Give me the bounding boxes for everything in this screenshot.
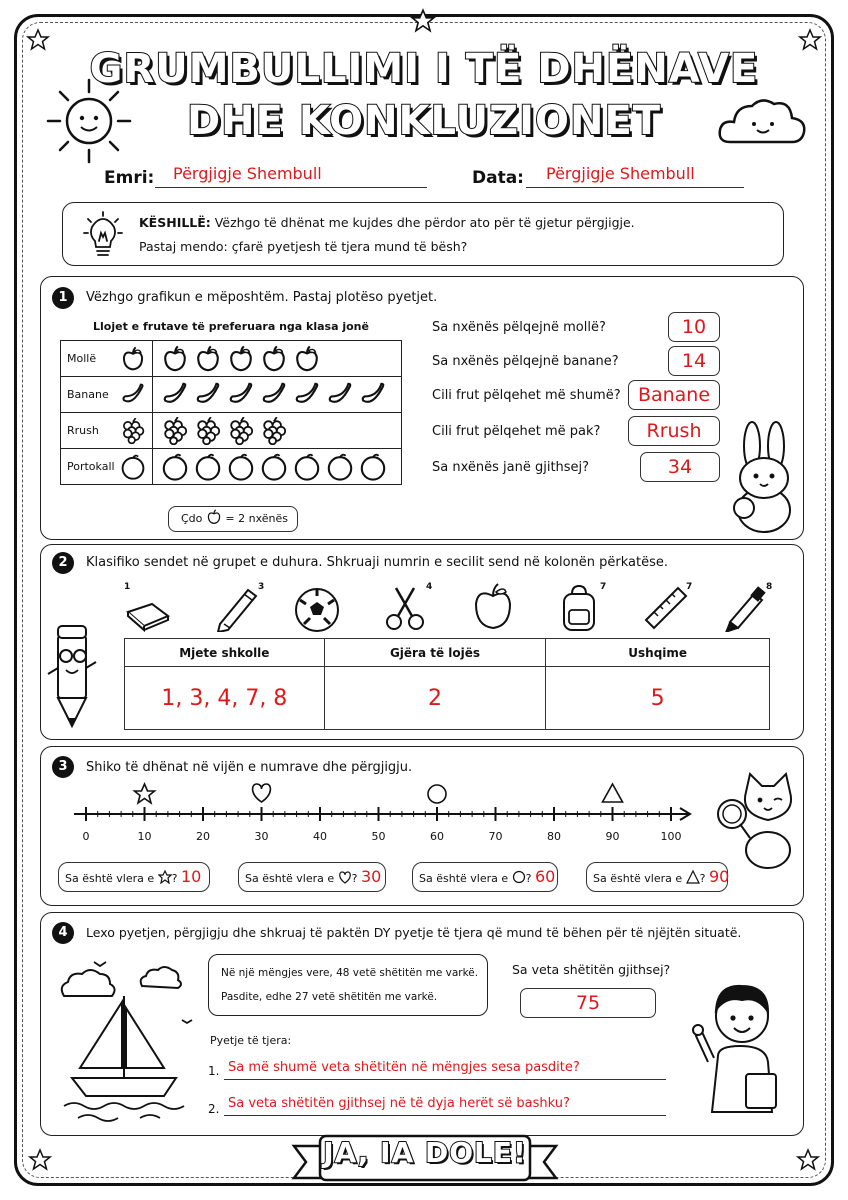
- sailboat-icon: [54, 956, 204, 1126]
- triangle-icon: [686, 870, 700, 884]
- item-number: 7: [600, 582, 607, 592]
- chart-title: Llojet e frutave të preferuara nga klasa jonë: [93, 320, 369, 333]
- number-line-question[interactable]: Sa është vlera e ? 10: [58, 862, 210, 892]
- section-number: 1: [52, 287, 74, 309]
- orange-icon: [326, 453, 354, 481]
- tick-label: 20: [196, 830, 210, 843]
- answer-value: 34: [667, 456, 693, 478]
- col-header-food: Ushqime: [546, 639, 770, 667]
- grapes-icon: [120, 418, 146, 444]
- question-text: Sa nxënës pëlqejnë banane?: [432, 354, 619, 369]
- other-q1-number: 1.: [208, 1064, 220, 1078]
- star-icon: [158, 870, 172, 884]
- orange-icon: [194, 453, 222, 481]
- grapes-icon: [260, 417, 288, 445]
- sort-item: [720, 582, 774, 636]
- star-icon: [796, 1148, 820, 1172]
- answer-value: 30: [360, 867, 382, 886]
- orange-icon: [227, 453, 255, 481]
- tick-label: 60: [430, 830, 444, 843]
- sort-item: [380, 582, 434, 636]
- tick-label: 100: [660, 830, 682, 843]
- section-number: 2: [52, 552, 74, 574]
- pictograph-row: [61, 413, 402, 449]
- answer-box[interactable]: [640, 452, 720, 482]
- star-icon: [410, 8, 436, 34]
- section-number: 3: [52, 756, 74, 778]
- answer-box[interactable]: [628, 380, 720, 410]
- banana-icon: [194, 381, 222, 409]
- col-header-play: Gjëra të lojës: [324, 639, 546, 667]
- banana-icon: [161, 381, 189, 409]
- row-label: Portokall: [67, 460, 115, 473]
- apple-icon: [120, 346, 146, 372]
- pencil-icon: [212, 582, 265, 632]
- row-label: Mollë: [67, 352, 97, 365]
- answer-box[interactable]: [668, 346, 720, 376]
- main-answer-box[interactable]: [520, 988, 656, 1018]
- question-text: Cili frut pëlqehet më pak?: [432, 424, 601, 439]
- answer-value: 10: [681, 316, 707, 338]
- question-text: Sa është vlera e: [245, 872, 335, 885]
- sort-item: [554, 582, 608, 636]
- section-2-instruction: Klasifiko sendet në grupet e duhura. Shkruaji numrin e secilit send në kolonën përkatëse.: [86, 555, 669, 570]
- sort-item: [212, 582, 266, 636]
- pictograph-key: [168, 506, 298, 532]
- apple-icon: [161, 345, 189, 373]
- page-title: GRUMBULLIMI I TË DHËNAVE: [89, 46, 759, 92]
- tick-label: 70: [488, 830, 503, 843]
- tick-label: 90: [605, 830, 620, 843]
- circle-icon: [428, 785, 446, 803]
- section-3-instruction: Shiko të dhënat në vijën e numrave dhe përgjigju.: [86, 760, 413, 775]
- circle-icon: [512, 870, 526, 884]
- pictograph-row: [61, 377, 402, 413]
- row-label: Banane: [67, 388, 109, 401]
- banana-icon: [359, 381, 387, 409]
- sort-item: [292, 582, 346, 636]
- key-suffix: = 2 nxënës: [225, 512, 288, 525]
- apple-icon: [293, 345, 321, 373]
- date-field[interactable]: [526, 162, 744, 188]
- backpack-icon: [554, 582, 607, 632]
- grapes-icon: [194, 417, 222, 445]
- pencil-mascot-icon: [44, 622, 100, 732]
- pictograph-table: [60, 340, 402, 485]
- book-icon: [124, 582, 174, 632]
- apple-icon: [206, 509, 222, 525]
- tick-label: 30: [254, 830, 269, 843]
- tick-label: 80: [547, 830, 561, 843]
- apple-icon: [227, 345, 255, 373]
- other-q2-text: Sa veta shëtitën gjithsej në të dyja herët së bashku?: [228, 1096, 570, 1111]
- question-text: Sa është vlera e: [65, 872, 155, 885]
- col-header-school: Mjete shkolle: [125, 639, 325, 667]
- banana-icon: [260, 381, 288, 409]
- answer-value: 10: [180, 867, 202, 886]
- question-text: Sa nxënës janë gjithsej?: [432, 460, 590, 475]
- sort-item: [640, 582, 694, 636]
- answer-value: Banane: [637, 384, 711, 406]
- item-number: 7: [686, 582, 693, 592]
- other-q1-text: Sa më shumë veta shëtitën në mëngjes sesa pasdite?: [228, 1060, 580, 1075]
- footer-banner: JA, IA DOLE!: [323, 1136, 527, 1169]
- row-label: Rrush: [67, 424, 99, 437]
- section-number: 4: [52, 922, 74, 944]
- sort-item: [468, 582, 522, 636]
- ruler-icon: [640, 582, 693, 632]
- page-title-line2: DHE KONKLUZIONET: [186, 98, 662, 144]
- question-text: Sa nxënës pëlqejnë mollë?: [432, 320, 606, 335]
- main-answer: 75: [575, 992, 601, 1014]
- apple-icon: [260, 345, 288, 373]
- date-label: Data:: [472, 168, 524, 188]
- banana-icon: [326, 381, 354, 409]
- name-label: Emri:: [104, 168, 155, 188]
- star-icon: [28, 1148, 52, 1172]
- star-icon: [135, 784, 155, 803]
- orange-icon: [293, 453, 321, 481]
- answer-play[interactable]: 2: [324, 667, 546, 730]
- question-text: Sa është vlera e: [419, 872, 509, 885]
- tick-label: 40: [313, 830, 327, 843]
- apple-icon: [468, 582, 518, 632]
- tick-label: 50: [371, 830, 386, 843]
- bunny-icon: [722, 420, 806, 536]
- date-value: Përgjigje Shembull: [546, 164, 695, 183]
- lightbulb-icon: [83, 211, 123, 259]
- story-line2: Pasdite, edhe 27 vetë shëtitën me varkë.: [221, 991, 438, 1003]
- item-number: 3: [258, 582, 265, 592]
- other-q2-field[interactable]: [224, 1094, 666, 1116]
- heart-icon: [338, 870, 352, 884]
- number-line-question[interactable]: Sa është vlera e ? 60: [412, 862, 558, 892]
- story-box: [208, 954, 488, 1016]
- key-prefix: Çdo: [181, 512, 203, 525]
- name-field[interactable]: [155, 162, 427, 188]
- other-questions-label: Pyetje të tjera:: [210, 1034, 292, 1047]
- orange-icon: [359, 453, 387, 481]
- boy-icon: [688, 966, 792, 1114]
- answer-value: 90: [708, 867, 730, 886]
- banana-icon: [227, 381, 255, 409]
- main-question: Sa veta shëtitën gjithsej?: [512, 962, 671, 977]
- tick-label: 0: [82, 830, 90, 843]
- marker-icon: [720, 582, 773, 632]
- answer-food[interactable]: 5: [546, 667, 770, 730]
- section-4-instruction: Lexo pyetjen, përgjigju dhe shkruaj të paktën DY pyetje të tjera që mund të bëhen për të njëjtën situatë.: [86, 925, 742, 940]
- tip-box: [62, 202, 784, 266]
- sort-table: [124, 638, 770, 730]
- answer-school[interactable]: 1, 3, 4, 7, 8: [125, 667, 325, 730]
- orange-icon: [161, 453, 189, 481]
- answer-box[interactable]: [668, 312, 720, 342]
- tip-line2: Pastaj mendo: çfarë pyetjesh të tjera mund të bësh?: [139, 239, 468, 254]
- sort-item: [124, 582, 178, 636]
- item-number: 4: [426, 582, 433, 592]
- question-text: Cili frut pëlqehet më shumë?: [432, 388, 621, 403]
- item-number: 8: [766, 582, 773, 592]
- answer-value: 60: [534, 867, 556, 886]
- cat-icon: [712, 770, 804, 870]
- other-q2-number: 2.: [208, 1102, 220, 1116]
- answer-value: Rrush: [646, 420, 702, 442]
- other-q1-field[interactable]: [224, 1058, 666, 1080]
- tick-label: 10: [137, 830, 152, 843]
- number-line-question[interactable]: Sa është vlera e ? 30: [238, 862, 386, 892]
- pictograph-row: [61, 449, 402, 485]
- tip-label: KËSHILLË:: [139, 215, 211, 230]
- triangle-icon: [603, 784, 623, 802]
- banana-icon: [293, 381, 321, 409]
- item-number: 1: [124, 582, 131, 592]
- section-1-instruction: Vëzhgo grafikun e mëposhtëm. Pastaj plotëso pyetjet.: [86, 290, 438, 305]
- banana-icon: [120, 382, 146, 408]
- grapes-icon: [227, 417, 255, 445]
- answer-value: 14: [681, 350, 707, 372]
- orange-icon: [120, 454, 146, 480]
- name-value: Përgjigje Shembull: [173, 164, 322, 183]
- answer-box[interactable]: [628, 416, 720, 446]
- grapes-icon: [161, 417, 189, 445]
- heart-icon: [253, 784, 271, 802]
- pictograph-row: [61, 341, 402, 377]
- question-text: Sa është vlera e: [593, 872, 683, 885]
- number-line-question[interactable]: Sa është vlera e ? 90: [586, 862, 728, 892]
- orange-icon: [260, 453, 288, 481]
- story-line1: Në një mëngjes vere, 48 vetë shëtitën me varkë.: [221, 967, 479, 979]
- apple-icon: [194, 345, 222, 373]
- soccer-ball-icon: [292, 582, 342, 632]
- scissors-icon: [380, 582, 433, 632]
- tip-line1: Vëzhgo të dhënat me kujdes dhe përdor ato për të gjetur përgjigje.: [214, 215, 635, 230]
